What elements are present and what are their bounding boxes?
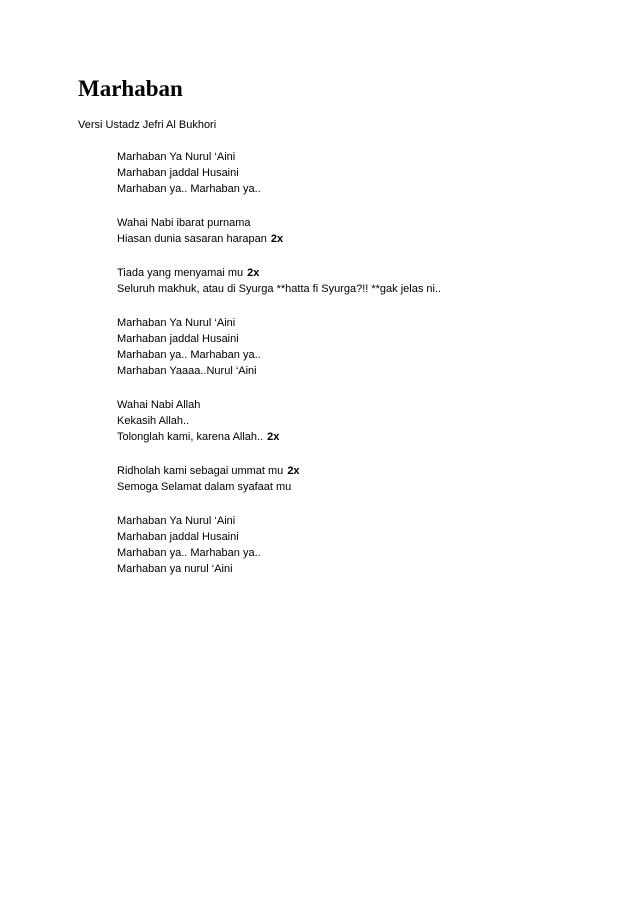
lyric-line [117, 165, 597, 181]
lyric-line [117, 181, 597, 197]
lyric-line-text: Marhaban jaddal Husaini [117, 531, 239, 543]
lyric-stanza [117, 215, 597, 247]
lyric-stanza [117, 513, 597, 577]
lyric-line-text: Tiada yang menyamai mu [117, 267, 244, 279]
lyric-line-text: Marhaban ya.. Marhaban ya.. [117, 349, 261, 361]
lyric-line-text: Marhaban ya.. Marhaban ya.. [117, 183, 261, 195]
lyric-stanza [117, 463, 597, 495]
lyric-line [117, 429, 597, 445]
lyric-line-text: Hiasan dunia sasaran harapan [117, 233, 267, 245]
lyric-line-text: Marhaban Ya Nurul ‘Aini [117, 151, 236, 163]
repeat-marker: 2x [270, 233, 284, 245]
lyric-line [117, 231, 597, 247]
lyric-stanza [117, 265, 597, 297]
lyric-line [117, 281, 597, 297]
lyric-line [117, 347, 597, 363]
page-title: Marhaban [78, 76, 183, 101]
lyric-line [117, 331, 597, 347]
lyric-line-text: Wahai Nabi ibarat purnama [117, 217, 251, 229]
lyric-line-text: Marhaban Ya Nurul ‘Aini [117, 317, 236, 329]
lyric-line-text: Marhaban jaddal Husaini [117, 167, 239, 179]
lyric-line-text: Kekasih Allah.. [117, 415, 190, 427]
lyric-line-text: Seluruh makhuk, atau di Syurga **hatta fi Syurga?!! **gak jelas ni.. [117, 283, 442, 295]
lyric-stanza [117, 149, 597, 197]
lyric-line-text: Marhaban Ya Nurul ‘Aini [117, 515, 236, 527]
lyric-line-text: Semoga Selamat dalam syafaat mu [117, 481, 292, 493]
lyric-line-text: Tolonglah kami, karena Allah.. [117, 431, 264, 443]
lyric-line-text: Wahai Nabi Allah [117, 399, 201, 411]
lyric-line [117, 315, 597, 331]
lyric-line [117, 463, 597, 479]
lyrics-body [117, 149, 597, 595]
lyric-stanza [117, 397, 597, 445]
lyric-line-text: Marhaban Yaaaa..Nurul ‘Aini [117, 365, 257, 377]
lyric-line [117, 149, 597, 165]
page-subtitle: Versi Ustadz Jefri Al Bukhori [78, 119, 217, 131]
lyric-line [117, 413, 597, 429]
repeat-marker: 2x [287, 465, 300, 477]
lyric-line [117, 265, 597, 281]
lyric-line-text: Marhaban ya nurul ‘Aini [117, 563, 233, 575]
lyric-line-text: Marhaban jaddal Husaini [117, 333, 239, 345]
lyric-line [117, 479, 597, 495]
lyric-line [117, 529, 597, 545]
lyric-stanza [117, 315, 597, 379]
lyric-line [117, 397, 597, 413]
lyric-line [117, 561, 597, 577]
lyric-line-text: Ridholah kami sebagai ummat mu [117, 465, 284, 477]
repeat-marker: 2x [247, 267, 260, 279]
lyric-line [117, 215, 597, 231]
lyric-line [117, 513, 597, 529]
lyric-line [117, 545, 597, 561]
lyric-line-text: Marhaban ya.. Marhaban ya.. [117, 547, 261, 559]
lyric-line [117, 363, 597, 379]
repeat-marker: 2x [267, 431, 280, 443]
